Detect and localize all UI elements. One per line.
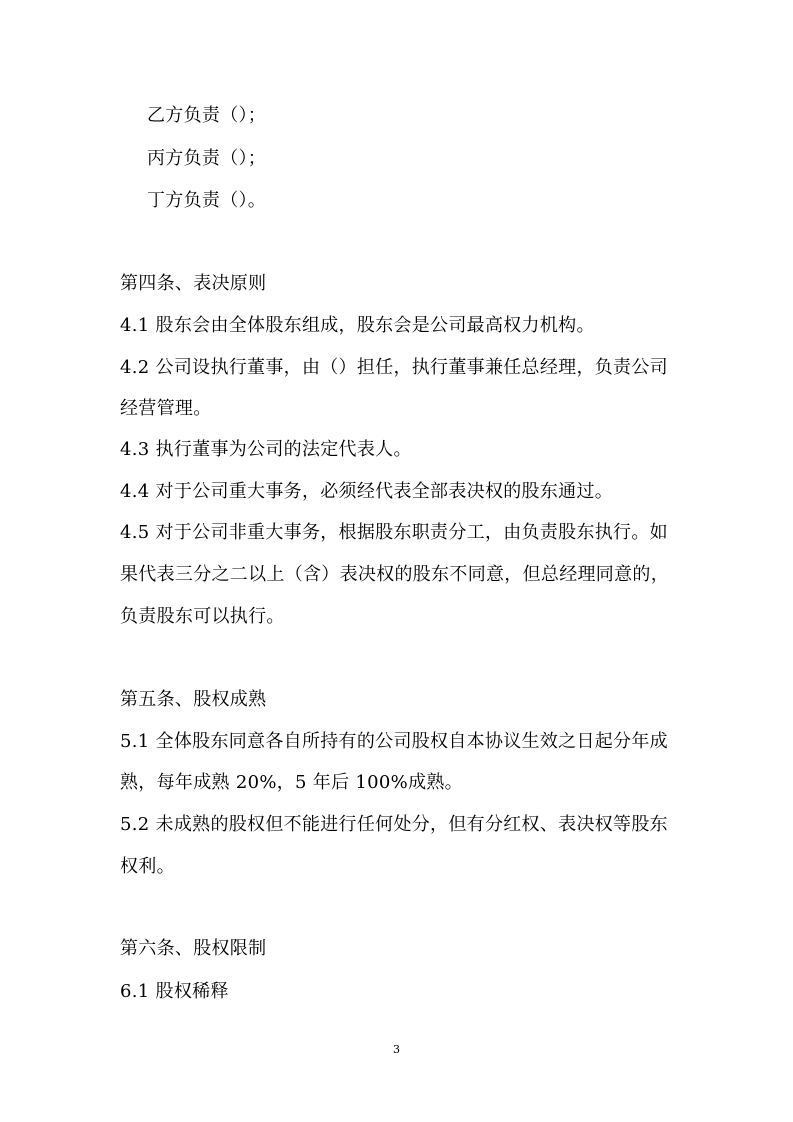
section-5-line: 5.1 全体股东同意各自所持有的公司股权自本协议生效之日起分年成 — [120, 731, 668, 752]
section-4-line: 4.3 执行董事为公司的法定代表人。 — [120, 439, 412, 460]
party-d-responsibility: 丁方负责（）。 — [147, 190, 267, 211]
section-6-line: 6.1 股权稀释 — [120, 981, 229, 1002]
section-4-line: 经营管理。 — [120, 398, 212, 419]
section-4-line: 果代表三分之二以上（含）表决权的股东不同意，但总经理同意的， — [120, 564, 669, 585]
section-5-line: 权利。 — [120, 856, 175, 877]
section-6-heading: 第六条、股权限制 — [120, 938, 267, 959]
section-4-line: 4.2 公司设执行董事，由（）担任，执行董事兼任总经理，负责公司 — [120, 357, 668, 378]
party-c-responsibility: 丙方负责（）； — [147, 148, 267, 169]
section-4-heading: 第四条、表决原则 — [120, 273, 267, 294]
section-4-line: 4.1 股东会由全体股东组成，股东会是公司最高权力机构。 — [120, 315, 595, 336]
party-b-responsibility: 乙方负责（）； — [147, 105, 267, 126]
section-5-heading: 第五条、股权成熟 — [120, 689, 267, 710]
section-4-line: 4.4 对于公司重大事务，必须经代表全部表决权的股东通过。 — [120, 481, 614, 502]
page-number: 3 — [393, 1043, 400, 1056]
section-5-line: 熟，每年成熟 20%，5 年后 100%成熟。 — [120, 772, 463, 793]
section-5-line: 5.2 未成熟的股权但不能进行任何处分，但有分红权、表决权等股东 — [120, 814, 668, 835]
section-4-line: 4.5 对于公司非重大事务，根据股东职责分工，由负责股东执行。如 — [120, 522, 668, 543]
section-4-line: 负责股东可以执行。 — [120, 606, 285, 627]
